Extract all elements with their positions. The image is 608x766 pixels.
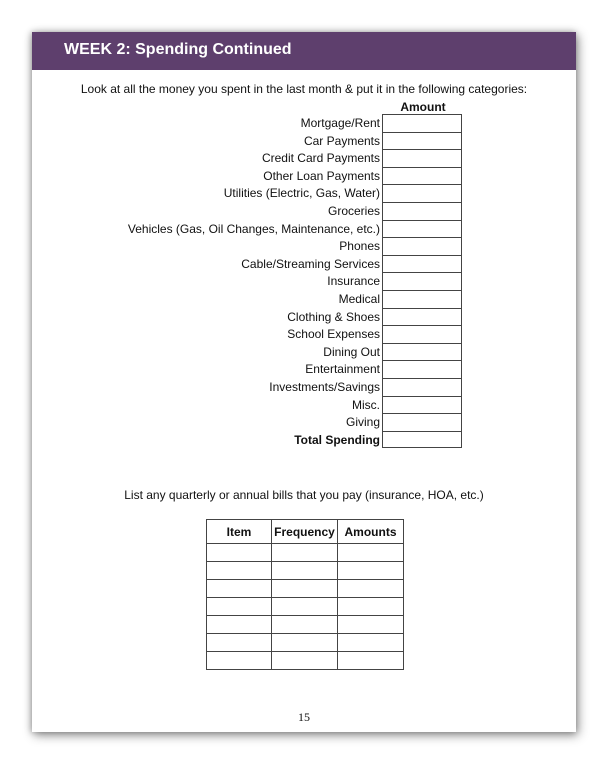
spending-category-label: Investments/Savings <box>269 379 380 394</box>
spending-category-row <box>32 308 576 326</box>
bills-entry-cell[interactable] <box>272 652 338 670</box>
spending-category-label: Insurance <box>327 274 380 289</box>
worksheet-page <box>32 32 576 732</box>
spending-category-row <box>32 220 576 238</box>
amount-entry-cell[interactable] <box>382 290 462 308</box>
page-title: WEEK 2: Spending Continued <box>64 41 292 58</box>
spending-category-row <box>32 132 576 150</box>
spending-category-label: Cable/Streaming Services <box>241 256 380 271</box>
spending-category-label: Other Loan Payments <box>263 168 380 183</box>
spending-category-label: Medical <box>338 291 380 306</box>
amount-entry-cell[interactable] <box>382 202 462 220</box>
spending-category-label: Groceries <box>327 203 380 218</box>
spending-category-row <box>32 431 576 449</box>
spending-category-label: Utilities (Electric, Gas, Water) <box>223 186 380 201</box>
bills-table-row <box>207 580 404 598</box>
bills-entry-cell[interactable] <box>338 562 404 580</box>
spending-category-label: Total Spending <box>294 432 380 447</box>
amount-entry-cell[interactable] <box>382 413 462 431</box>
spending-category-row <box>32 272 576 290</box>
bills-column-header: Frequency <box>272 520 338 544</box>
amount-entry-cell[interactable] <box>382 237 462 255</box>
amount-column-header: Amount <box>400 100 446 114</box>
bills-entry-cell[interactable] <box>338 544 404 562</box>
spending-category-label: Entertainment <box>305 362 380 377</box>
spending-category-label: Dining Out <box>323 344 380 359</box>
spending-category-label: School Expenses <box>287 327 380 342</box>
bills-table-row <box>207 634 404 652</box>
bills-entry-cell[interactable] <box>338 580 404 598</box>
amount-entry-cell[interactable] <box>382 343 462 361</box>
bills-entry-cell[interactable] <box>272 562 338 580</box>
spending-category-row <box>32 184 576 202</box>
amount-entry-cell[interactable] <box>382 132 462 150</box>
amount-entry-cell[interactable] <box>382 272 462 290</box>
bills-entry-cell[interactable] <box>338 616 404 634</box>
bills-entry-cell[interactable] <box>272 544 338 562</box>
amount-entry-cell[interactable] <box>382 167 462 185</box>
bills-entry-cell[interactable] <box>207 562 272 580</box>
amount-entry-cell[interactable] <box>382 378 462 396</box>
spending-instructions: Look at all the money you spent in the last month & put it in the following categories: <box>80 82 528 96</box>
amount-entry-cell[interactable] <box>382 220 462 238</box>
spending-category-label: Credit Card Payments <box>261 151 380 166</box>
spending-category-label: Clothing & Shoes <box>287 309 380 324</box>
bills-entry-cell[interactable] <box>207 598 272 616</box>
spending-category-row <box>32 202 576 220</box>
bills-entry-cell[interactable] <box>207 634 272 652</box>
bills-instructions: List any quarterly or annual bills that you pay (insurance, HOA, etc.) <box>124 488 484 502</box>
spending-category-row <box>32 343 576 361</box>
amount-entry-cell[interactable] <box>382 325 462 343</box>
bills-entry-cell[interactable] <box>207 544 272 562</box>
spending-category-row <box>32 325 576 343</box>
bills-column-header: Amounts <box>338 520 404 544</box>
bills-table-row <box>207 544 404 562</box>
header-banner <box>32 32 576 70</box>
page-number: 15 <box>298 710 310 724</box>
bills-header-row <box>207 520 404 544</box>
bills-table <box>206 519 404 670</box>
bills-table-row <box>207 598 404 616</box>
spending-category-row <box>32 255 576 273</box>
spending-category-row <box>32 396 576 414</box>
amount-entry-cell[interactable] <box>382 308 462 326</box>
bills-entry-cell[interactable] <box>207 580 272 598</box>
spending-category-row <box>32 360 576 378</box>
amount-entry-cell[interactable] <box>382 114 462 132</box>
bills-entry-cell[interactable] <box>272 598 338 616</box>
bills-entry-cell[interactable] <box>272 616 338 634</box>
amount-entry-cell[interactable] <box>382 360 462 378</box>
spending-category-label: Mortgage/Rent <box>300 116 380 130</box>
spending-category-row <box>32 413 576 431</box>
spending-category-list <box>32 114 576 448</box>
spending-category-label: Misc. <box>352 397 380 412</box>
bills-table-row <box>207 616 404 634</box>
spending-category-row <box>32 167 576 185</box>
spending-category-label: Vehicles (Gas, Oil Changes, Maintenance, etc.) <box>127 221 380 236</box>
spending-category-label: Car Payments <box>303 133 380 148</box>
bills-entry-cell[interactable] <box>338 652 404 670</box>
spending-category-label: Phones <box>339 239 380 254</box>
spending-category-row <box>32 149 576 167</box>
amount-entry-cell[interactable] <box>382 149 462 167</box>
bills-table-row <box>207 562 404 580</box>
amount-entry-cell[interactable] <box>382 184 462 202</box>
bills-entry-cell[interactable] <box>207 652 272 670</box>
bills-entry-cell[interactable] <box>338 634 404 652</box>
amount-entry-cell[interactable] <box>382 431 462 449</box>
spending-category-row <box>32 114 576 132</box>
amount-entry-cell[interactable] <box>382 396 462 414</box>
bills-entry-cell[interactable] <box>338 598 404 616</box>
bills-table-row <box>207 652 404 670</box>
spending-category-row <box>32 378 576 396</box>
amount-entry-cell[interactable] <box>382 255 462 273</box>
bills-entry-cell[interactable] <box>207 616 272 634</box>
spending-category-row <box>32 237 576 255</box>
spending-category-label: Giving <box>345 415 380 430</box>
bills-entry-cell[interactable] <box>272 634 338 652</box>
spending-category-row <box>32 290 576 308</box>
bills-entry-cell[interactable] <box>272 580 338 598</box>
bills-column-header: Item <box>207 520 272 544</box>
